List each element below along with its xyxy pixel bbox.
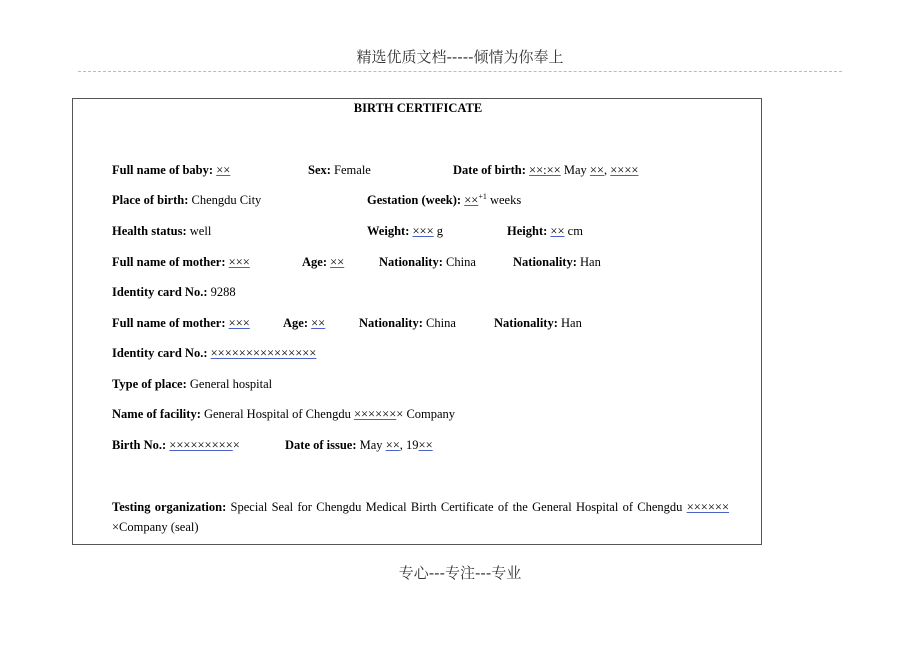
height-field xyxy=(507,224,583,239)
sex-field xyxy=(308,163,371,178)
date-of-issue-year-prefix: 19 xyxy=(406,438,419,452)
place-of-birth-value: Chengdu City xyxy=(191,193,262,207)
sex-label: Sex: xyxy=(308,163,331,177)
mother-1-name-value: ××× xyxy=(228,255,250,269)
testing-organization-value: Special Seal for Chengdu Medical Birth Certificate of the General Hospital of Chengdu xyxy=(230,500,683,514)
birth-certificate xyxy=(72,98,762,545)
id-card-1-field xyxy=(112,285,236,300)
health-field xyxy=(112,224,211,239)
mother-1-name-label: Full name of mother: xyxy=(112,255,226,269)
baby-name-field xyxy=(112,163,230,178)
page-footer: 专心---专注---专业 xyxy=(398,564,522,582)
date-of-issue-year-mask: ×× xyxy=(418,438,433,452)
place-of-birth-label: Place of birth: xyxy=(112,193,189,207)
date-of-issue-field xyxy=(285,438,433,453)
mother-2-name-field xyxy=(112,316,250,331)
dob-day: ×× xyxy=(589,163,604,177)
mother-2-age-field xyxy=(283,316,325,331)
date-of-issue-month: May xyxy=(359,438,383,452)
certificate-title: BIRTH CERTIFICATE xyxy=(353,101,483,115)
dob-year: ×××× xyxy=(610,163,639,177)
gestation-label: Gestation (week): xyxy=(367,193,462,207)
id-card-2-field xyxy=(112,346,316,361)
facility-label: Name of facility: xyxy=(112,407,201,421)
birth-no-field xyxy=(112,438,240,453)
testing-organization-mask: ×××××× xyxy=(686,500,730,514)
header-divider xyxy=(78,71,842,72)
id-card-2-label: Identity card No.: xyxy=(112,346,208,360)
health-value: well xyxy=(189,224,212,238)
dob-label: Date of birth: xyxy=(453,163,526,177)
mother-2-ethnicity-label: Nationality: xyxy=(494,316,558,330)
mother-1-nationality-label: Nationality: xyxy=(379,255,443,269)
birth-no-suffix: × xyxy=(232,438,240,452)
mother-1-ethnicity-label: Nationality: xyxy=(513,255,577,269)
id-card-1-label: Identity card No.: xyxy=(112,285,208,299)
mother-1-age-label: Age: xyxy=(302,255,327,269)
mother-1-age-value: ×× xyxy=(330,255,345,269)
mother-2-name-value: ××× xyxy=(228,316,250,330)
birth-no-mask: ××××××××× xyxy=(169,438,233,452)
dob-comma: , xyxy=(603,163,608,177)
weight-field xyxy=(367,224,443,239)
baby-name-label: Full name of baby: xyxy=(112,163,214,177)
type-of-place-field xyxy=(112,377,272,392)
facility-mask: ×××××× xyxy=(353,407,397,421)
id-card-1-value: 9288 xyxy=(210,285,236,299)
testing-organization-label: Testing organization: xyxy=(112,500,227,514)
place-of-birth-field xyxy=(112,193,261,208)
height-value: ×× xyxy=(550,224,565,238)
type-of-place-label: Type of place: xyxy=(112,377,187,391)
mother-1-ethnicity-value: Han xyxy=(580,255,601,269)
dob-month: May xyxy=(563,163,587,177)
mother-1-age-field xyxy=(302,255,344,270)
mother-2-age-label: Age: xyxy=(283,316,308,330)
testing-organization xyxy=(112,497,729,537)
mother-1-name-field xyxy=(112,255,250,270)
date-of-issue-day: ×× xyxy=(385,438,400,452)
date-of-issue-label: Date of issue: xyxy=(285,438,357,452)
facility-suffix: × Company xyxy=(396,407,456,421)
height-unit: cm xyxy=(567,224,583,238)
mother-2-nationality-value: China xyxy=(426,316,456,330)
mother-1-nationality-field xyxy=(379,255,476,270)
dob-time: ××:×× xyxy=(529,163,561,177)
height-label: Height: xyxy=(507,224,548,238)
mother-2-ethnicity-field xyxy=(494,316,582,331)
gestation-value: ×× xyxy=(464,193,479,207)
mother-2-age-value: ×× xyxy=(311,316,326,330)
mother-2-ethnicity-value: Han xyxy=(561,316,582,330)
id-card-2-value: ××××××××××××××× xyxy=(210,346,317,360)
gestation-field xyxy=(367,193,521,208)
mother-2-nationality-label: Nationality: xyxy=(359,316,423,330)
mother-2-nationality-field xyxy=(359,316,456,331)
testing-organization-suffix: ×Company (seal) xyxy=(112,520,199,534)
facility-field xyxy=(112,407,455,422)
type-of-place-value: General hospital xyxy=(189,377,273,391)
gestation-sup: +1 xyxy=(478,191,487,201)
mother-2-name-label: Full name of mother: xyxy=(112,316,226,330)
page-header: 精选优质文档-----倾情为你奉上 xyxy=(356,48,564,66)
mother-1-ethnicity-field xyxy=(513,255,601,270)
dob-field xyxy=(453,163,638,178)
date-of-issue-comma: , xyxy=(399,438,403,452)
gestation-unit: weeks xyxy=(489,193,522,207)
weight-value: ××× xyxy=(412,224,434,238)
sex-value: Female xyxy=(334,163,371,177)
mother-1-nationality-value: China xyxy=(446,255,476,269)
facility-value: General Hospital of Chengdu xyxy=(203,407,351,421)
baby-name-value: ×× xyxy=(216,163,231,177)
weight-label: Weight: xyxy=(367,224,410,238)
weight-unit: g xyxy=(436,224,444,238)
birth-no-label: Birth No.: xyxy=(112,438,167,452)
health-label: Health status: xyxy=(112,224,187,238)
